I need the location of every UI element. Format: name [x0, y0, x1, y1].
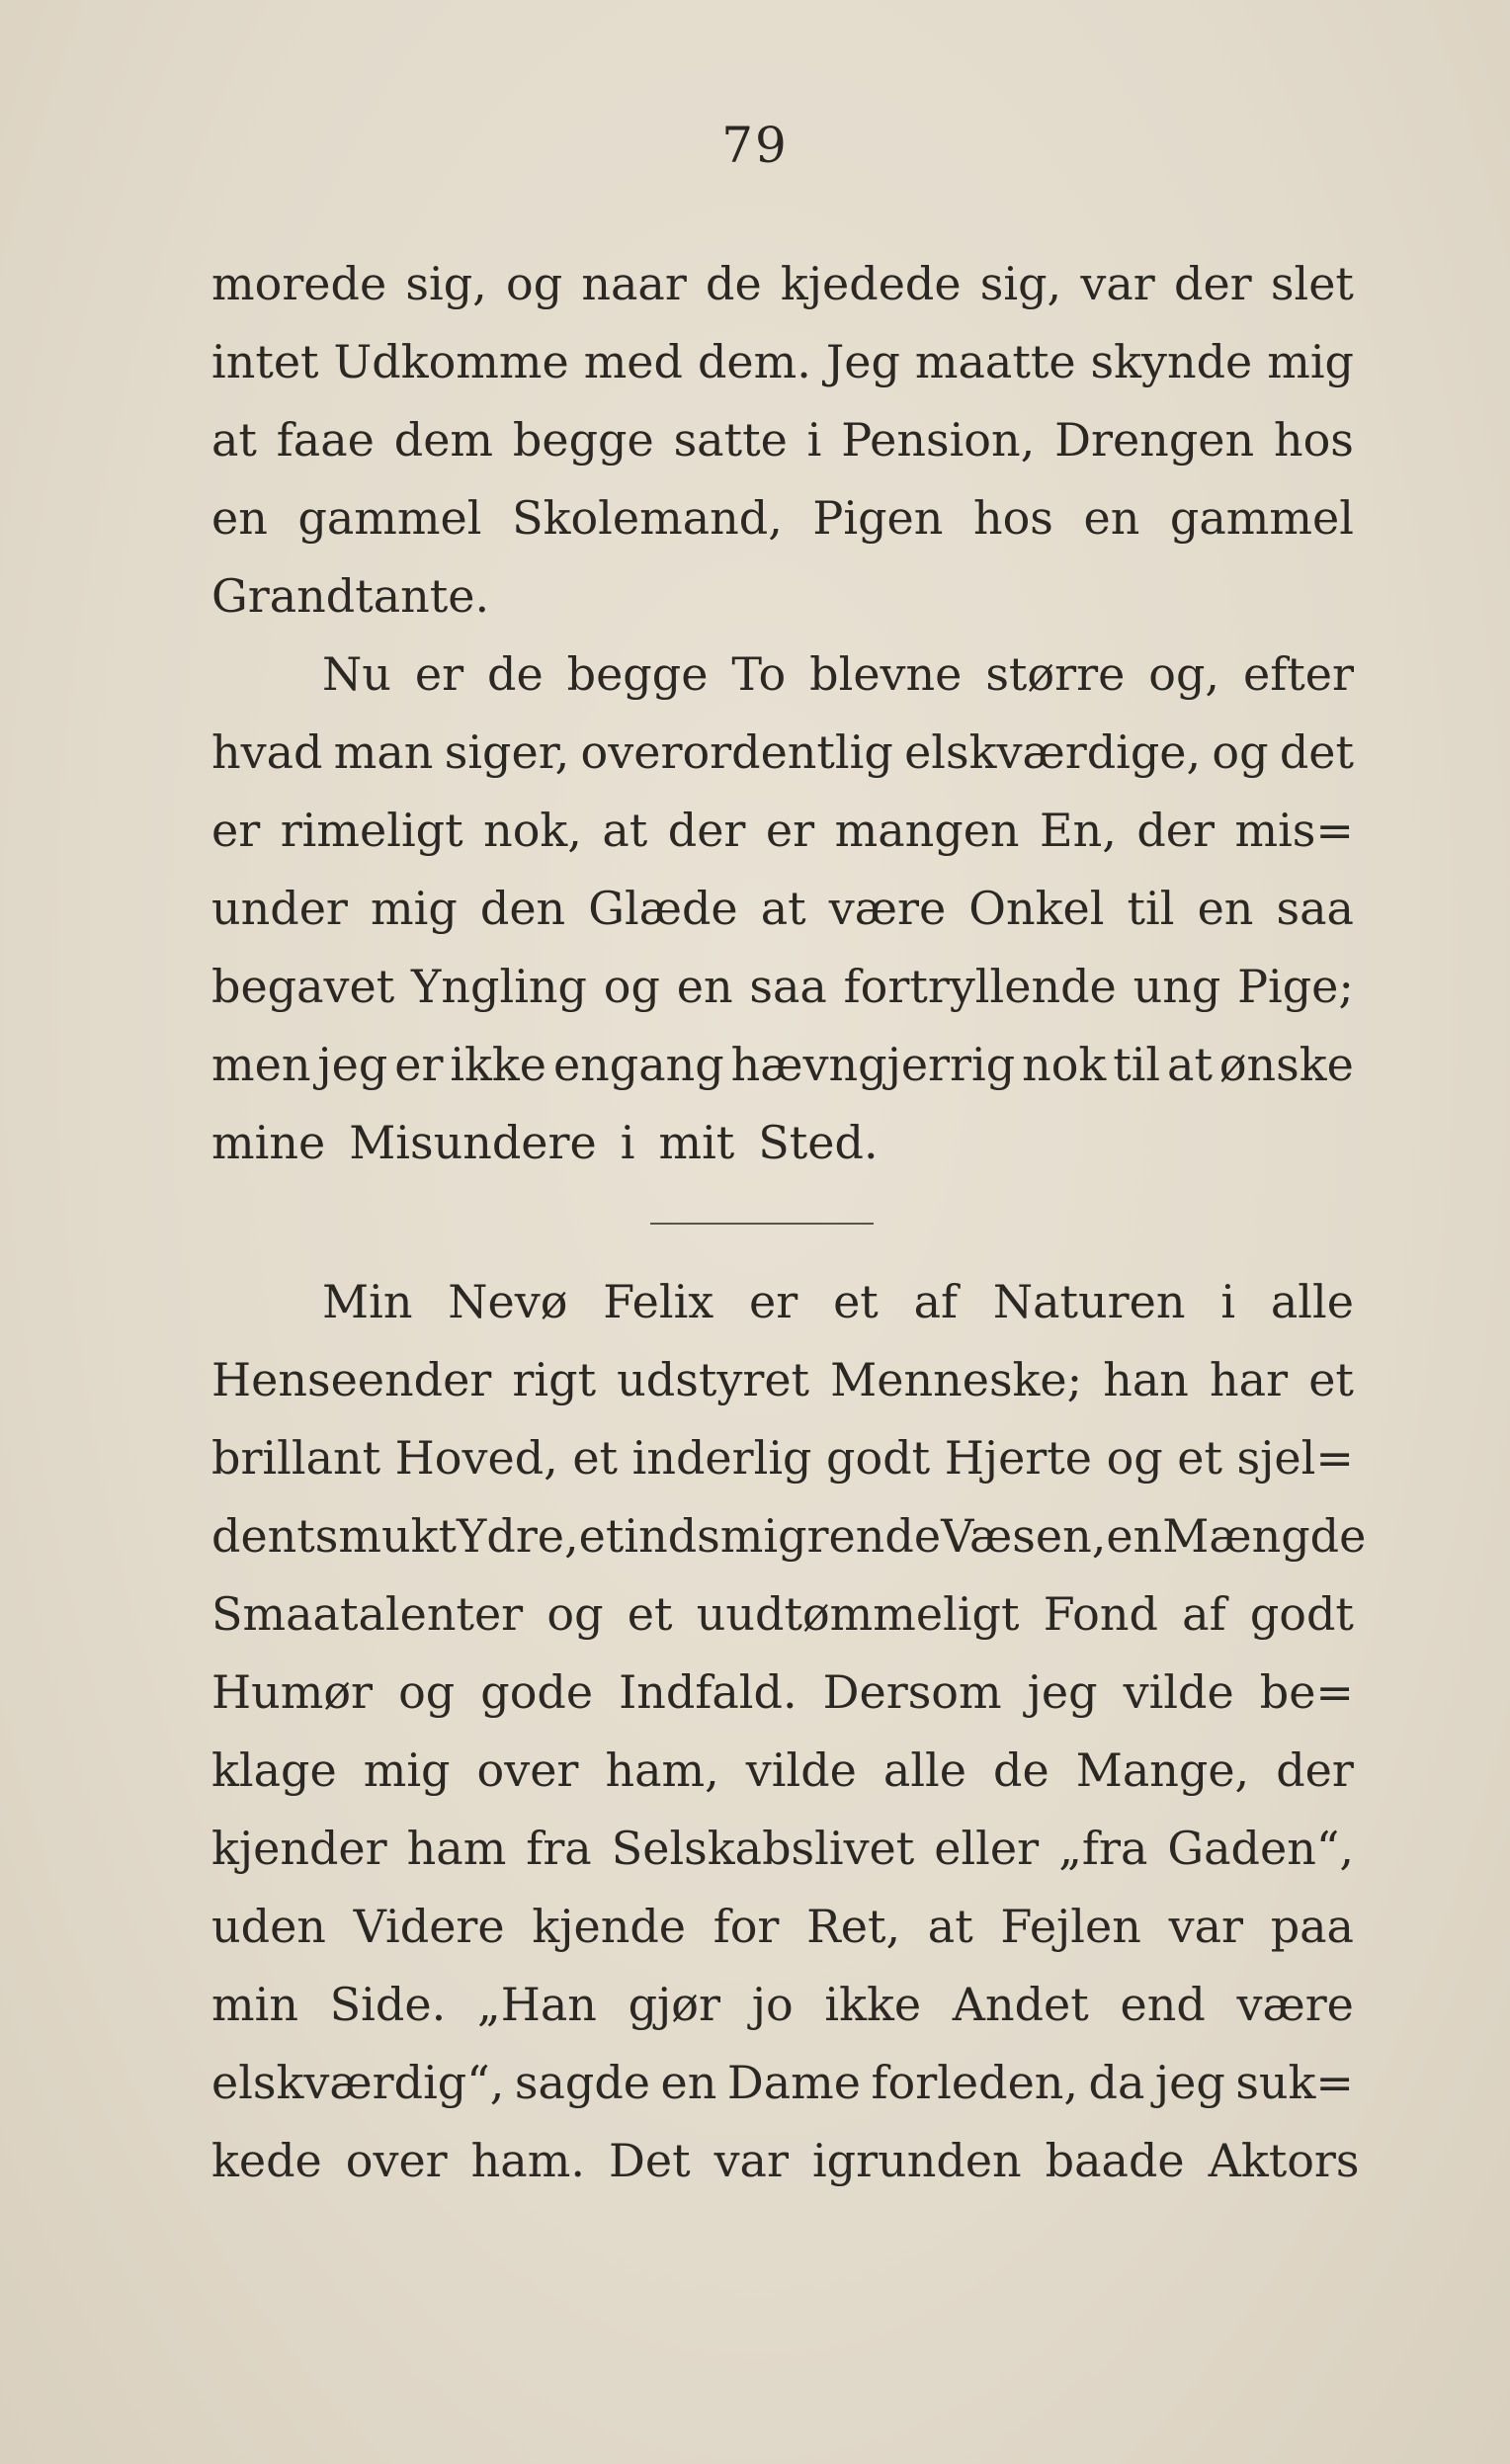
word: Pigen	[812, 491, 944, 545]
word: jeg	[1154, 2056, 1225, 2109]
word: er	[211, 804, 261, 857]
word: paa	[1270, 1900, 1354, 1953]
word: at	[927, 1900, 973, 1953]
word: at	[211, 413, 257, 467]
word: være	[828, 882, 947, 935]
word: gode	[480, 1665, 594, 1719]
word: overordentlig	[580, 725, 893, 779]
word: Aktors	[1208, 2134, 1360, 2187]
word: sagde	[514, 2056, 651, 2109]
word: ønske	[1218, 1038, 1354, 1091]
word: Hoved,	[394, 1431, 558, 1485]
word: et	[578, 1509, 625, 1563]
word: Skolemand,	[512, 491, 783, 545]
text-line	[211, 1732, 1354, 1810]
word: Ret,	[806, 1900, 901, 1953]
word: at	[602, 804, 648, 857]
word: og	[398, 1665, 456, 1719]
word: for	[713, 1900, 780, 1953]
word: var	[713, 2134, 789, 2187]
word: mig	[363, 1743, 451, 1797]
word: Smaatalenter	[211, 1587, 524, 1641]
word: saa	[1276, 882, 1354, 935]
word: de	[487, 647, 544, 701]
word: ham.	[470, 2134, 585, 2187]
word: fra	[526, 1822, 592, 1875]
word: maatte	[914, 335, 1076, 388]
word: kjende	[532, 1900, 686, 1953]
word: et	[572, 1431, 619, 1485]
word: Sted.	[758, 1116, 879, 1169]
word: Videre	[353, 1900, 505, 1953]
word: et	[833, 1275, 879, 1328]
word: Pige;	[1237, 960, 1354, 1013]
word: Nevø	[448, 1275, 568, 1328]
word: nok	[1022, 1038, 1107, 1091]
word: og	[603, 960, 660, 1013]
text-line	[211, 2044, 1354, 2122]
word: indsmigrende	[624, 1509, 942, 1563]
word: og	[546, 1587, 604, 1641]
word: Dersom	[822, 1665, 1002, 1719]
word: suk=	[1235, 2056, 1354, 2109]
word: og,	[1148, 647, 1220, 701]
word: efter	[1243, 647, 1354, 701]
word: og	[1106, 1431, 1163, 1485]
word: end	[1120, 1978, 1206, 2031]
word: smukt	[314, 1509, 457, 1563]
word: Min	[322, 1275, 413, 1328]
word: sig,	[405, 257, 487, 310]
word: hævngjerrig	[730, 1038, 1016, 1091]
word: ung	[1132, 960, 1221, 1013]
word: et	[1177, 1431, 1222, 1485]
word: Selskabslivet	[611, 1822, 915, 1875]
text-line	[211, 948, 1354, 1026]
text-line	[211, 1810, 1354, 1888]
word: og	[1212, 725, 1269, 779]
word: at	[760, 882, 806, 935]
text-line	[211, 1026, 1354, 1104]
word: fortryllende	[843, 960, 1117, 1013]
word: klage	[211, 1743, 337, 1797]
word: mit	[658, 1116, 735, 1169]
word: Glæde	[588, 882, 738, 935]
word: alle	[1270, 1275, 1354, 1328]
word: ham,	[605, 1743, 719, 1797]
word: Henseender	[211, 1353, 492, 1406]
word: inderlig	[631, 1431, 812, 1485]
word: Nu	[322, 647, 391, 701]
word: morede	[211, 257, 387, 310]
text-section-bottom	[211, 1263, 1367, 2200]
word: jo	[751, 1978, 794, 2031]
text-line	[211, 557, 1354, 636]
word: at	[1167, 1038, 1213, 1091]
word: udstyret	[617, 1353, 810, 1406]
word: med	[583, 335, 683, 388]
word: ikke	[824, 1978, 922, 2031]
text-line	[211, 1654, 1354, 1732]
word: Fejlen	[1000, 1900, 1141, 1953]
text-line	[211, 323, 1354, 401]
word: vilde	[745, 1743, 857, 1797]
word: rigt	[512, 1353, 597, 1406]
word: Felix	[603, 1275, 714, 1328]
word: godt	[826, 1431, 931, 1485]
word: Pension,	[841, 413, 1036, 467]
word: Gaden“,	[1167, 1822, 1354, 1875]
text-line	[211, 714, 1354, 792]
text-section-top	[211, 245, 1354, 1182]
word: Menneske;	[830, 1353, 1083, 1406]
word: mig	[1267, 335, 1354, 388]
word: igrunden	[811, 2134, 1022, 2187]
word: der	[1276, 1743, 1354, 1797]
word: hos	[1273, 413, 1354, 467]
word: Humør	[211, 1665, 374, 1719]
word: til	[1127, 882, 1175, 935]
text-line	[211, 1419, 1354, 1497]
word: de	[706, 257, 762, 310]
section-divider	[650, 1223, 874, 1225]
word: er	[749, 1275, 798, 1328]
word: gammel	[297, 491, 482, 545]
text-line	[211, 1575, 1354, 1654]
word: har	[1210, 1353, 1289, 1406]
word: en	[1083, 491, 1140, 545]
word: være	[1236, 1978, 1354, 2031]
word: større	[985, 647, 1126, 701]
word: er	[414, 647, 464, 701]
word: mis=	[1234, 804, 1354, 857]
word: en	[676, 960, 733, 1013]
word: vilde	[1123, 1665, 1234, 1719]
text-line	[211, 1966, 1354, 2044]
text-line	[211, 1263, 1354, 1341]
word: der	[1174, 257, 1252, 310]
word: begge	[566, 647, 709, 701]
word: uden	[211, 1900, 326, 1953]
word: Væsen,	[941, 1509, 1107, 1563]
word: et	[1308, 1353, 1354, 1406]
word: af	[1182, 1587, 1226, 1641]
word: Jeg	[825, 335, 900, 388]
word: To	[731, 647, 787, 701]
word: en	[660, 2056, 717, 2109]
word: dem	[393, 413, 494, 467]
word: en	[211, 491, 268, 545]
word: Fond	[1043, 1587, 1158, 1641]
word: rimeligt	[280, 804, 463, 857]
word: slet	[1270, 257, 1354, 310]
text-line	[211, 1104, 1354, 1182]
word: Udkomme	[333, 335, 569, 388]
word: faae	[276, 413, 375, 467]
word: naar	[581, 257, 687, 310]
word: gammel	[1169, 491, 1354, 545]
word: man	[333, 725, 434, 779]
word: Ydre,	[457, 1509, 579, 1563]
word: intet	[211, 335, 319, 388]
word: de	[993, 1743, 1049, 1797]
word: baade	[1045, 2134, 1185, 2187]
word: mig	[371, 882, 458, 935]
word: satte	[673, 413, 788, 467]
word: be=	[1259, 1665, 1354, 1719]
word: engang	[552, 1038, 724, 1091]
word: blevne	[809, 647, 963, 701]
word: hvad	[211, 725, 323, 779]
word: sjel=	[1236, 1431, 1354, 1485]
word: til	[1113, 1038, 1161, 1091]
word: min	[211, 1978, 298, 2031]
word: en	[1106, 1509, 1163, 1563]
text-line	[211, 1888, 1354, 1966]
word: da	[1088, 2056, 1145, 2109]
word: og	[506, 257, 563, 310]
text-line	[211, 792, 1354, 870]
word: under	[211, 882, 348, 935]
word: ikke	[450, 1038, 547, 1091]
word: Indfald.	[619, 1665, 797, 1719]
word: „Han	[476, 1978, 597, 2031]
text-line	[211, 636, 1354, 714]
word: brillant	[211, 1431, 381, 1485]
word: mangen	[834, 804, 1020, 857]
word: Onkel	[968, 882, 1105, 935]
word: var	[1080, 257, 1155, 310]
word: han	[1103, 1353, 1189, 1406]
word: gjør	[628, 1978, 720, 2031]
word: „fra	[1058, 1822, 1148, 1875]
word: men	[211, 1038, 311, 1091]
text-line	[211, 245, 1354, 323]
word: kjedede	[780, 257, 962, 310]
word: af	[913, 1275, 959, 1328]
word: saa	[749, 960, 827, 1013]
word: sig,	[979, 257, 1062, 310]
word: der	[1136, 804, 1215, 857]
word: Drengen	[1054, 413, 1255, 467]
word: forleden,	[871, 2056, 1079, 2109]
word: hos	[972, 491, 1053, 545]
word: Mange,	[1075, 1743, 1250, 1797]
word: Grandtante.	[211, 569, 490, 623]
word: ham	[406, 1822, 507, 1875]
word: dent	[211, 1509, 315, 1563]
paragraph-3	[211, 1263, 1367, 2200]
word: alle	[882, 1743, 966, 1797]
word: godt	[1249, 1587, 1354, 1641]
word: Yngling	[411, 960, 587, 1013]
paragraph-1	[211, 245, 1354, 636]
word: begavet	[211, 960, 395, 1013]
word: over	[476, 1743, 579, 1797]
word: kjender	[211, 1822, 387, 1875]
word: Side.	[329, 1978, 447, 2031]
word: et	[627, 1587, 673, 1641]
word: uudtømmeligt	[696, 1587, 1020, 1641]
word: mine	[211, 1116, 326, 1169]
word: elskværdig“,	[211, 2056, 505, 2109]
word: Mængde	[1162, 1509, 1367, 1563]
word: jeg	[1027, 1665, 1098, 1719]
word: over	[345, 2134, 448, 2187]
text-line	[211, 479, 1354, 557]
word: Naturen	[992, 1275, 1186, 1328]
word: Misundere	[349, 1116, 597, 1169]
text-line	[211, 401, 1354, 479]
page-number: 79	[721, 117, 789, 174]
word: Hjerte	[944, 1431, 1092, 1485]
word: er	[394, 1038, 444, 1091]
word: begge	[512, 413, 654, 467]
word: var	[1168, 1900, 1243, 1953]
word: i	[1220, 1275, 1236, 1328]
word: en	[1197, 882, 1254, 935]
word: Andet	[952, 1978, 1089, 2031]
text-line	[211, 870, 1354, 948]
text-line	[211, 1341, 1354, 1419]
word: kede	[211, 2134, 322, 2187]
word: den	[479, 882, 566, 935]
word: der	[667, 804, 746, 857]
word: er	[765, 804, 815, 857]
word: elskværdige,	[904, 725, 1202, 779]
word: siger,	[444, 725, 570, 779]
paragraph-2	[211, 636, 1354, 1182]
word: det	[1279, 725, 1354, 779]
text-line	[211, 2122, 1360, 2200]
word: En,	[1040, 804, 1117, 857]
word: Det	[608, 2134, 691, 2187]
word: i	[806, 413, 822, 467]
word: skynde	[1090, 335, 1253, 388]
word: i	[620, 1116, 635, 1169]
word: nok,	[483, 804, 582, 857]
word: jeg	[317, 1038, 388, 1091]
word: eller	[934, 1822, 1040, 1875]
word: dem.	[697, 335, 811, 388]
word: Dame	[726, 2056, 861, 2109]
text-line	[211, 1497, 1367, 1575]
